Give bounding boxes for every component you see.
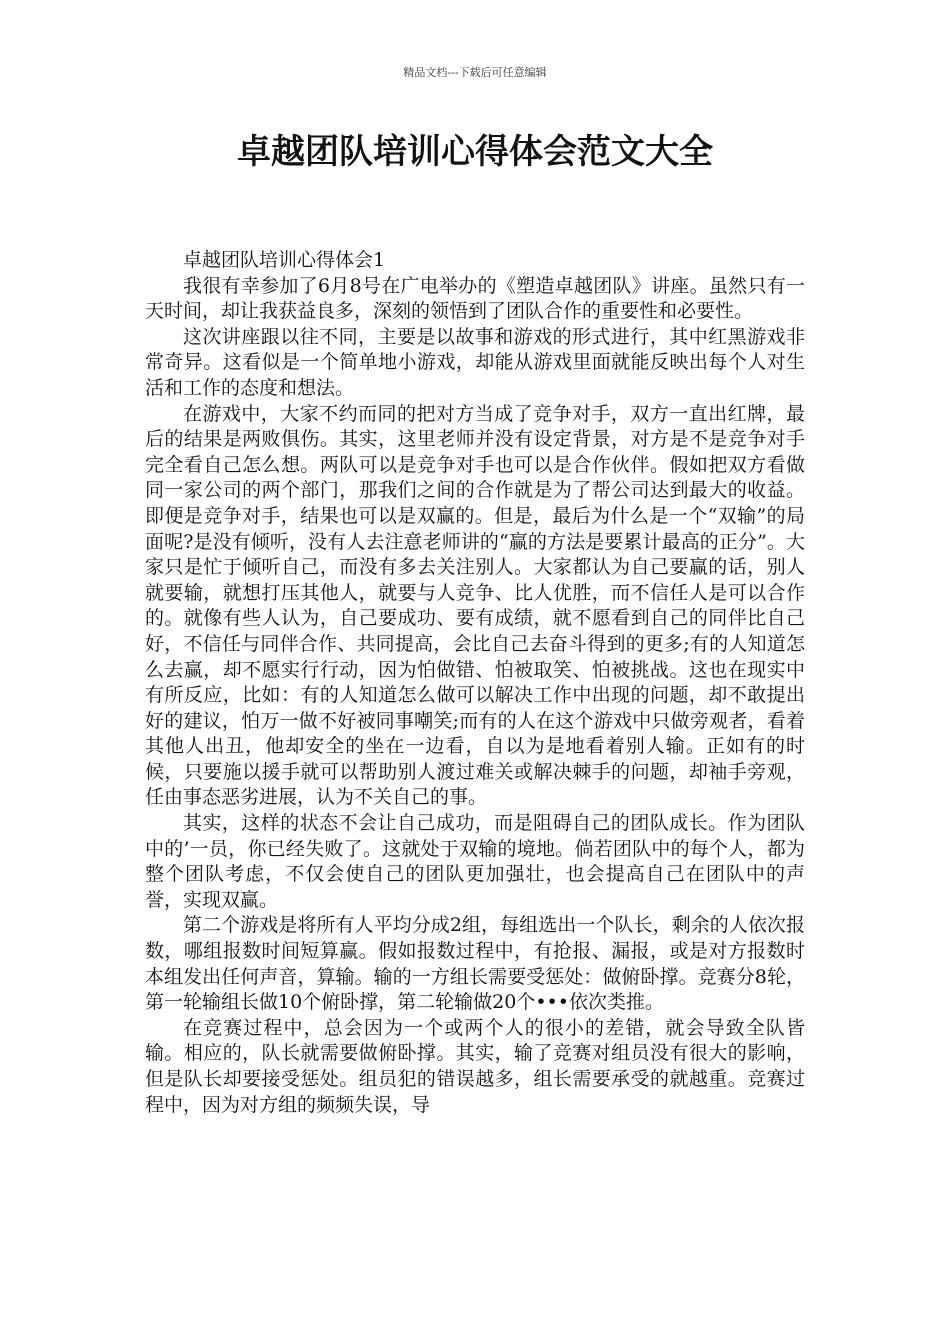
paragraph-lecture-format: 这次讲座跟以往不同，主要是以故事和游戏的形式进行，其中红黑游戏非常奇异。这看似是一个简单地小游戏，却能从游戏里面就能反映出每个人对生活和工作的态度和想法。: [145, 325, 805, 399]
paragraph-competition: 在竞赛过程中，总会因为一个或两个人的很小的差错，就会导致全队皆输。相应的，队长就需要做俯卧撑。其实，输了竞赛对组员没有很大的影响，但是队长却要接受惩处。组员犯的错误越多，组长需要承受的就越重。竞赛过程中，因为对方组的频频失误，导: [145, 1016, 805, 1116]
paragraph-game-analysis: 在游戏中，大家不约而同的把对方当成了竞争对手，双方一直出红牌，最后的结果是两败俱伤。其实，这里老师并没有设定背景，对方是不是竞争对手完全看自己怎么想。两队可以是竞争对手也可以是合作伙伴。假如把双方看做同一家公司的两个部门，那我们之间的合作就是为了帮公司达到最大的收益。即便是竞争对手，结果也可以是双赢的。但是，最后为什么是一个“双输”的局面呢?是没有倾听，没有人去注意老师讲的“赢的方法是要累计最高的正分”。大家只是忙于倾听自己，而没有多去关注别人。大家都认为自己要赢的话，别人就要输，就想打压其他人，就要与人竞争、比人优胜，而不信任人是可以合作的。就像有些人认为，自己要成功、要有成绩，就不愿看到自己的同伴比自己好，不信任与同伴合作、共同提高，会比自己去奋斗得到的更多;有的人知道怎么去赢，却不愿实行行动，因为怕做错、怕被取笑、怕被挑战。这也在现实中有所反应，比如：有的人知道怎么做可以解决工作中出现的问题，却不敢提出好的建议，怕万一做不好被同事嘲笑;而有的人在这个游戏中只做旁观者，看着其他人出丑，他却安全的坐在一边看，自以为是地看着别人输。正如有的时候，只要施以援手就可以帮助别人渡过难关或解决棘手的问题，却袖手旁观，任由事态恶劣进展，认为不关自己的事。: [145, 402, 805, 809]
section-heading: 卓越团队培训心得体会1: [183, 249, 386, 271]
paragraph-reflection: 其实，这样的状态不会让自己成功，而是阻碍自己的团队成长。作为团队中的’一员，你已经失败了。这就处于双输的境地。倘若团队中的每个人，都为整个团队考虑，不仅会使自己的团队更加强壮，也会提高自己在团队中的声誉，实现双赢。: [145, 812, 805, 911]
document-body: [145, 248, 805, 1118]
document-title: 卓越团队培训心得体会范文大全: [237, 132, 713, 172]
paragraph-intro: 我很有幸参加了6月8号在广电举办的《塑造卓越团队》讲座。虽然只有一天时间，却让我获益良多，深刻的领悟到了团队合作的重要性和必要性。: [145, 274, 805, 323]
paragraph-second-game: 第二个游戏是将所有人平均分成2组，每组选出一个队长，剩余的人依次报数，哪组报数时间短算赢。假如报数过程中，有抢报、漏报，或是对方报数时本组发出任何声音，算输。输的一方组长需要受惩处：做俯卧撑。竞赛分8轮，第一轮输组长做10个俯卧撑，第二轮输做20个•••依次类推。: [145, 914, 805, 1014]
page-header-note: 精品文档---下载后可任意编辑: [403, 66, 547, 79]
